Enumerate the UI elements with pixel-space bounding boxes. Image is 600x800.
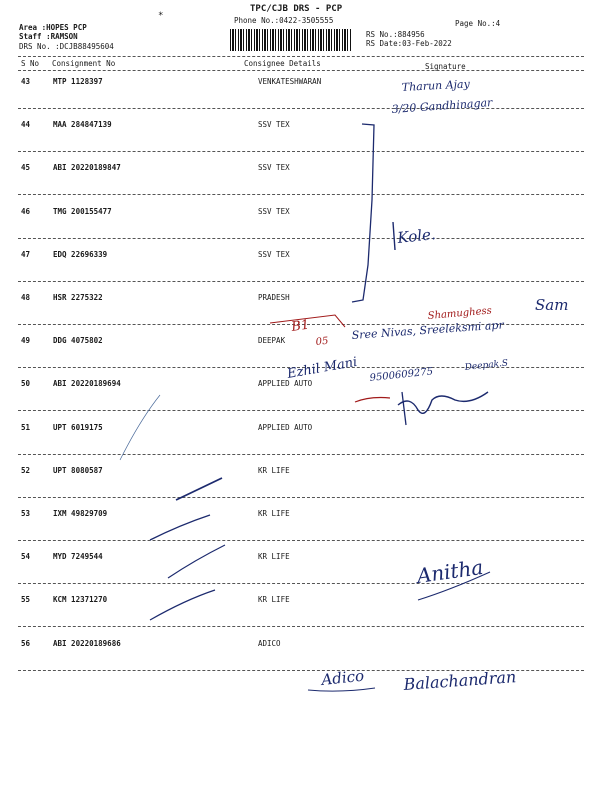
strike-row55: [150, 590, 215, 620]
strike-row53: [150, 515, 210, 540]
sig-row56-name: Balachandran: [402, 667, 517, 694]
row-divider: [18, 151, 584, 152]
row-consignment-number: KCM 12371270: [53, 595, 108, 604]
drs-number: DRS No. :DCJB88495604: [19, 42, 114, 51]
row-divider: [18, 626, 584, 627]
row-consignment-number: DDG 4075802: [53, 336, 103, 345]
sig-row48-name: Shamughess: [427, 305, 493, 322]
phone-number: Phone No.:0422-3505555: [234, 16, 334, 25]
row-divider: [18, 540, 584, 541]
strike-row54: [168, 545, 225, 578]
row-serial-number: 44: [21, 120, 31, 129]
sig-row49-phone: 9500609275: [369, 366, 434, 384]
sig-row56-adico: Adico: [320, 666, 365, 689]
sig-row48-b1: B1: [290, 317, 311, 335]
document-title: TPC/CJB DRS - PCP: [250, 4, 343, 14]
row-consignee-details: DEEPAK: [258, 336, 286, 345]
area-label: Area :HOPES PCP: [19, 23, 87, 32]
header-divider-top: [18, 56, 584, 57]
row-consignment-number: ABI 20220189686: [53, 639, 121, 648]
row-consignment-number: IXM 49829709: [53, 509, 108, 518]
row-consignee-details: VENKATESHWARAN: [258, 77, 322, 86]
row-serial-number: 45: [21, 163, 31, 172]
row-serial-number: 54: [21, 552, 31, 561]
rs-number: RS No.:884956: [366, 30, 425, 39]
barcode: [230, 29, 352, 51]
sig-row43-line1: Tharun Ajay: [401, 77, 471, 94]
col-sno: S No: [21, 59, 40, 68]
sig-row48-sam: Sam: [535, 296, 569, 314]
sig-row49-deepak: Deepak.S: [464, 358, 509, 373]
row-consignment-number: MYD 7249544: [53, 552, 103, 561]
row-consignee-details: SSV TEX: [258, 250, 290, 259]
sig-row48-address: Sree Nivas, Sreeleksmi apr: [351, 318, 505, 342]
row-consignee-details: KR LIFE: [258, 552, 290, 561]
row-divider: [18, 238, 584, 239]
staff-label: Staff :RAMSON: [19, 32, 78, 41]
sig-row46-stroke: [393, 222, 395, 250]
row-consignment-number: MTP 1128397: [53, 77, 103, 86]
row-divider: [18, 324, 584, 325]
sig-row54: Anitha: [415, 554, 485, 588]
row-serial-number: 48: [21, 293, 31, 302]
row-consignment-number: UPT 6019175: [53, 423, 103, 432]
row-serial-number: 50: [21, 379, 31, 388]
sig-row43-line2: 3/20 Gandhinagar: [391, 95, 493, 116]
row-divider: [18, 454, 584, 455]
col-signature: Signature: [425, 62, 466, 71]
row-consignee-details: PRADESH: [258, 293, 290, 302]
row-consignee-details: APPLIED AUTO: [258, 423, 313, 432]
row-serial-number: 51: [21, 423, 31, 432]
row-consignment-number: ABI 20220189847: [53, 163, 121, 172]
row-consignment-number: TMG 200155477: [53, 207, 112, 216]
row-divider: [18, 281, 584, 282]
row-consignment-number: EDQ 22696339: [53, 250, 108, 259]
sig-row56-underline: [308, 688, 375, 691]
col-consignment: Consignment No: [52, 59, 116, 68]
sig-row50-red-stroke: [355, 398, 390, 403]
row-consignee-details: KR LIFE: [258, 466, 290, 475]
sig-row49-name: Ezhil Mani: [286, 354, 359, 382]
row-serial-number: 53: [21, 509, 31, 518]
row-serial-number: 49: [21, 336, 31, 345]
row-consignee-details: SSV TEX: [258, 207, 290, 216]
col-consignee: Consignee Details: [244, 59, 321, 68]
row-consignment-number: UPT 8080587: [53, 466, 103, 475]
header-divider-bottom: [18, 70, 584, 71]
row-consignee-details: ADICO: [258, 639, 281, 648]
row-serial-number: 46: [21, 207, 31, 216]
faint-pen-line: [120, 395, 160, 460]
row-consignee-details: SSV TEX: [258, 163, 290, 172]
row-divider: [18, 108, 584, 109]
row-divider: [18, 367, 584, 368]
rs-date: RS Date:03-Feb-2022: [366, 39, 452, 48]
sig-row48-bs: 05: [315, 335, 329, 348]
row-divider: [18, 670, 584, 671]
sig-row46: Kole.: [396, 225, 437, 247]
row-serial-number: 52: [21, 466, 31, 475]
row-serial-number: 43: [21, 77, 31, 86]
row-consignee-details: APPLIED AUTO: [258, 379, 313, 388]
row-consignment-number: HSR 2275322: [53, 293, 103, 302]
row-serial-number: 55: [21, 595, 31, 604]
row-consignee-details: KR LIFE: [258, 509, 290, 518]
row-divider: [18, 194, 584, 195]
row-serial-number: 56: [21, 639, 31, 648]
top-asterisk: *: [158, 11, 164, 21]
sig-row54-underline: [418, 572, 490, 600]
row-divider: [18, 583, 584, 584]
row-serial-number: 47: [21, 250, 31, 259]
row-consignee-details: KR LIFE: [258, 595, 290, 604]
row-consignee-details: SSV TEX: [258, 120, 290, 129]
row-divider: [18, 410, 584, 411]
row-consignment-number: ABI 20220189694: [53, 379, 121, 388]
red-stroke-1: [270, 315, 345, 327]
row-consignment-number: MAA 284847139: [53, 120, 112, 129]
row-divider: [18, 497, 584, 498]
sig-row50-stroke: [402, 392, 406, 425]
page-number: Page No.:4: [455, 19, 501, 28]
